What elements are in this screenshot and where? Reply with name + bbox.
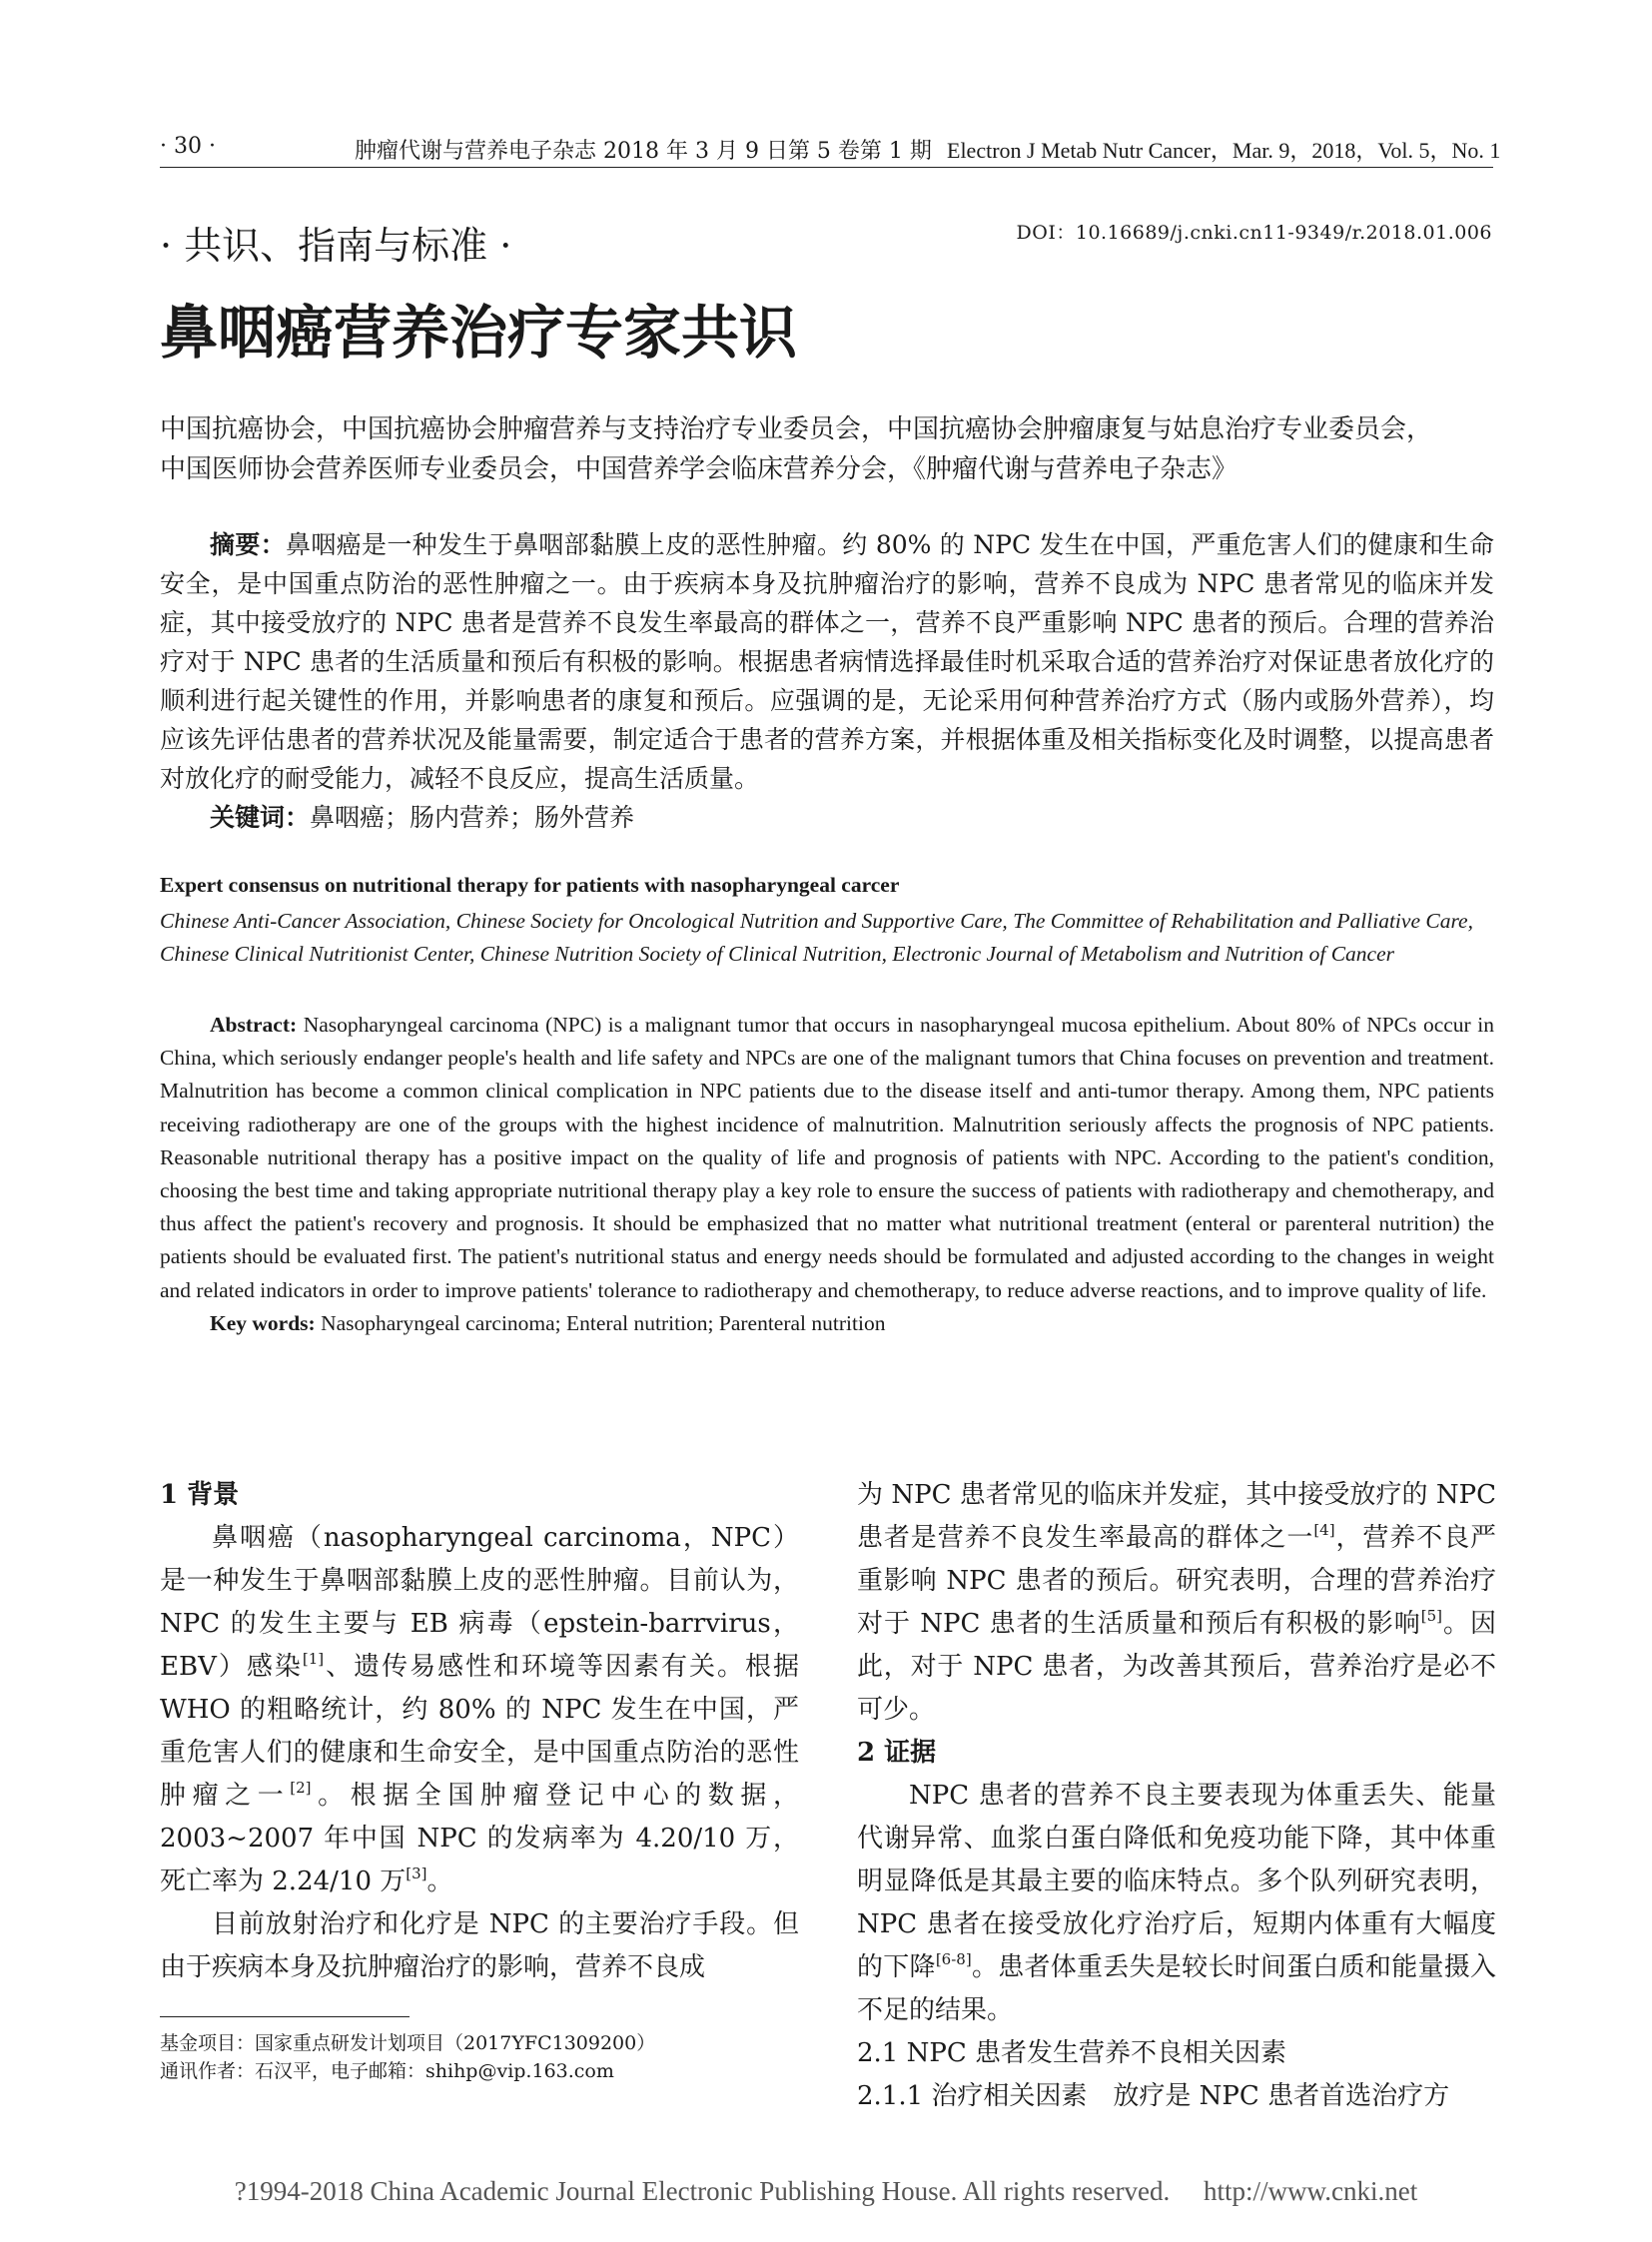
subsection-heading: 2.1.1 治疗相关因素 放疗是 NPC 患者首选治疗方	[857, 2081, 1450, 2111]
doi: DOI：10.16689/j.cnki.cn11-9349/r.2018.01.006	[1016, 222, 1492, 244]
page-number: · 30 ·	[160, 134, 216, 159]
body-paragraph: 为 NPC 患者常见的临床并发症，其中接受放疗的 NPC 患者是营养不良发生率最高的群体之一[4]，营养不良严重影响 NPC 患者的预后。研究表明，合理的营养治疗对于 NPC 患者的生活质量和预后有积极的影响[5]。因此，对于 NPC 患者，为改善其预后，营养治疗是必不可少。	[857, 1480, 1496, 1725]
corresponding-author: 通讯作者：石汉平，电子邮箱：shihp@vip.163.com	[160, 2060, 614, 2082]
citation[interactable]: [5]	[1420, 1607, 1442, 1625]
article-title: 鼻咽癌营养治疗专家共识	[160, 299, 798, 367]
abstract-en-label: Abstract:	[210, 1013, 298, 1037]
keywords-en-label: Key words:	[210, 1310, 316, 1335]
body-column-left	[160, 1474, 799, 1989]
citation[interactable]: [3]	[406, 1865, 427, 1882]
title-en: Expert consensus on nutritional therapy for patients with nasopharyngeal carcer	[160, 873, 900, 897]
abstract-en-text: Nasopharyngeal carcinoma (NPC) is a malignant tumor that occurs in nasopharyngeal mucosa epithelium. About 80% of NPCs occur in China, which seriously endanger people's health and life safety and NPCs are one of the malignant tumors that China focuses on prevention and treatment. Malnutrition has become a common clinical complication in NPC patients due to the disease itself and anti-tumor therapy. Among them, NPC patients receiving radiotherapy are one of the groups with the highest incidence of malnutrition. Malnutrition seriously affects the prognosis of NPC patients. Reasonable nutritional therapy has a positive impact on the quality of life and prognosis of patients with NPC. According to the patient's condition, choosing the best time and taking appropriate nutritional therapy play a key role to ensure the success of patients with radiotherapy and chemotherapy, and thus affect the patient's recovery and prognosis. It should be emphasized that no matter what nutritional treatment (enteral or parenteral nutrition) the patients should be evaluated first. The patient's nutritional status and energy needs should be formulated and adjusted according to the changes in weight and related indicators in order to improve patients' tolerance to radiotherapy and chemotherapy, to reduce adverse reactions, and to improve quality of life.	[160, 1013, 1494, 1302]
keywords-cn-label: 关键词：	[210, 803, 311, 832]
keywords-en: Nasopharyngeal carcinoma; Enteral nutrition; Parenteral nutrition	[321, 1310, 886, 1335]
journal-name-cn: 肿瘤代谢与营养电子杂志 2018 年 3 月 9 日第 5 卷第 1 期	[355, 139, 932, 164]
abstract-cn-label: 摘要：	[210, 530, 286, 559]
keywords-cn: 鼻咽癌；肠内营养；肠外营养	[310, 803, 635, 832]
citation[interactable]: [1]	[302, 1650, 325, 1668]
abstract-cn-text: 鼻咽癌是一种发生于鼻咽部黏膜上皮的恶性肿瘤。约 80% 的 NPC 发生在中国，严重危害人们的健康和生命安全，是中国重点防治的恶性肿瘤之一。由于疾病本身及抗肿瘤治疗的影响，营养不良成为 NPC 患者常见的临床并发症，其中接受放疗的 NPC 患者是营养不良发生率最高的群体之一，营养不良严重影响 NPC 患者的预后。合理的营养治疗对于 NPC 患者的生活质量和预后有积极的影响。根据患者病情选择最佳时机采取合适的营养治疗对保证患者放化疗的顺利进行起关键性的作用，并影响患者的康复和预后。应强调的是，无论采用何种营养治疗方式（肠内或肠外营养），均应该先评估患者的营养状况及能量需要，制定适合于患者的营养方案，并根据体重及相关指标变化及时调整，以提高患者对放化疗的耐受能力，减轻不良反应，提高生活质量。	[160, 530, 1494, 793]
subsection-heading: 2.1 NPC 患者发生营养不良相关因素	[857, 2038, 1287, 2068]
body-paragraph: 目前放射治疗和化疗是 NPC 的主要治疗手段。但由于疾病本身及抗肿瘤治疗的影响，营养不良成	[160, 1909, 799, 1982]
abstract-en	[160, 1009, 1494, 1340]
footnotes	[160, 2029, 655, 2085]
abstract-cn	[160, 525, 1494, 837]
body-column-right	[857, 1474, 1496, 2118]
citation[interactable]: [2]	[290, 1779, 312, 1797]
article-category: · 共识、指南与标准 ·	[160, 224, 512, 268]
section-heading: 2 证据	[857, 1738, 937, 1768]
header-rule	[160, 167, 1493, 168]
journal-name-en: Electron J Metab Nutr Cancer，Mar. 9，2018，Vol. 5，No. 1	[947, 138, 1501, 163]
copyright-footer: ?1994-2018 China Academic Journal Electronic Publishing House. All rights reserved. http://www.cnki.net	[234, 2176, 1418, 2206]
citation[interactable]: [6-8]	[935, 1950, 972, 1968]
citation[interactable]: [4]	[1313, 1521, 1335, 1539]
body-paragraph: 鼻咽癌（nasopharyngeal carcinoma，NPC）是一种发生于鼻咽部黏膜上皮的恶性肿瘤。目前认为，NPC 的发生主要与 EB 病毒（epstein-barrvirus，EBV）感染[1]、遗传易感性和环境等因素有关。根据 WHO 的粗略统计，约 80% 的 NPC 发生在中国，严重危害人们的健康和生命安全，是中国重点防治的恶性肿瘤之一[2]。根据全国肿瘤登记中心的数据，2003~2007 年中国 NPC 的发病率为 4.20/10 万，死亡率为 2.24/10 万[3]。	[160, 1523, 799, 1896]
body-paragraph: NPC 患者的营养不良主要表现为体重丢失、能量代谢异常、血浆白蛋白降低和免疫功能下降，其中体重明显降低是其最主要的临床特点。多个队列研究表明，NPC 患者在接受放化疗治疗后，短期内体重有大幅度的下降[6-8]。患者体重丢失是较长时间蛋白质和能量摄入不足的结果。	[857, 1781, 1496, 2025]
authors-cn-line: 中国抗癌协会，中国抗癌协会肿瘤营养与支持治疗专业委员会，中国抗癌协会肿瘤康复与姑息治疗专业委员会，	[160, 414, 1433, 444]
section-heading: 1 背景	[160, 1480, 240, 1510]
authors-cn-line: 中国医师协会营养医师专业委员会，中国营养学会临床营养分会，《肿瘤代谢与营养电子杂志》	[160, 454, 1239, 484]
funding-note: 基金项目：国家重点研发计划项目（2017YFC1309200）	[160, 2032, 656, 2054]
authors-en: Chinese Anti-Cancer Association, Chinese Society for Oncological Nutrition and Supportive Care, The Committee of Rehabilitation and Palliative Care, Chinese Clinical Nutritionist Center, Chinese Nutrition Society of Clinical Nutrition, Electronic Journal of Metabolism and Nutrition of Cancer	[160, 909, 1473, 966]
footnote-rule	[160, 2016, 410, 2017]
authors-cn	[160, 409, 1494, 489]
